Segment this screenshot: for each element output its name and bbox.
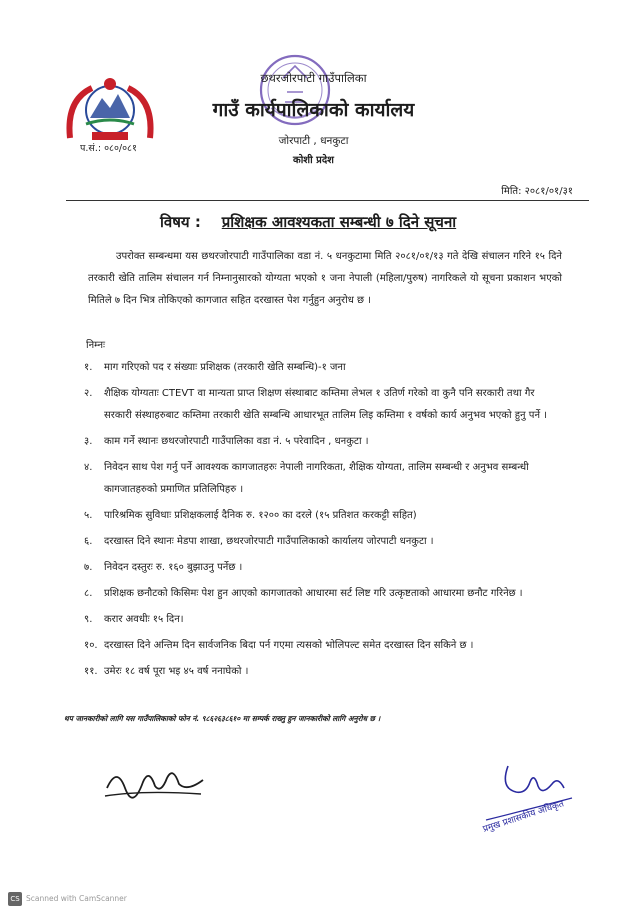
office-stamp-icon (257, 48, 333, 136)
item-number: ७. (84, 562, 93, 573)
header-divider (66, 200, 589, 201)
office-address: जोरपाटी , धनकुटा (278, 135, 349, 147)
signature-left-icon (103, 758, 207, 804)
list-item (84, 635, 560, 657)
camscanner-logo: CS (8, 892, 22, 906)
list-item (84, 531, 560, 553)
list-item (84, 383, 560, 427)
item-text: माग गरिएको पद र संख्याः प्रशिक्षक (तरकारी खेति सम्बन्धि)-१ जना (104, 362, 346, 373)
subject-label: विषय : (160, 213, 201, 231)
list-item (84, 661, 560, 683)
intro-paragraph: उपरोक्त सम्बन्धमा यस छथरजोरपाटी गाउँपालिका वडा नं. ५ धनकुटामा मिति २०८१/०१/१३ गते देखि संचालन गरिने १५ दिने तरकारी खेति तालिम संचालन गर्न निम्नानुसारको योग्यता भएको १ जना नेपाली (महिला/पुरुष) नागरिकले यो सूचना प्रकाशन भएको मितिले ७ दिन भित्र तोकिएको कागजात सहित दरखास्त पेश गर्नुहुन अनुरोध छ । (88, 251, 562, 306)
item-number: ५. (84, 510, 93, 521)
requirements-list (84, 357, 560, 687)
item-number: ६. (84, 536, 93, 547)
item-number: २. (84, 388, 93, 399)
list-item (84, 357, 560, 379)
province-name: कोशी प्रदेश (293, 155, 334, 166)
subject-line (160, 212, 456, 232)
subject-title: प्रशिक्षक आवश्यकता सम्बन्धी ७ दिने सूचना (221, 213, 457, 231)
item-text: निवेदन दस्तुरः रु. १६० बुझाउनु पर्नेछ । (104, 562, 243, 573)
terms-label: निम्नः (86, 340, 106, 351)
list-item (84, 505, 560, 527)
item-text: काम गर्ने स्थानः छथरजोरपाटी गाउँपालिका वडा नं. ५ परेवादिन , धनकुटा । (104, 436, 369, 447)
list-item (84, 431, 560, 453)
item-number: १. (84, 362, 93, 373)
municipality-name: छथरजोरपाटी गाउँपालिका (260, 71, 367, 85)
list-item (84, 583, 560, 605)
office-title: गाउँ कार्यपालिकाको कार्यालय (212, 99, 415, 121)
item-text: निवेदन साथ पेश गर्नु पर्ने आवश्यक कागजातहरुः नेपाली नागरिकता, शैक्षिक योग्यता, तालिम सम्बन्धी र अनुभव सम्बन्धी कागजातहरुको प्रमाणित प्रतिलिपिहरु । (104, 462, 529, 495)
reference-number: प.सं.: ०८०/०८१ (80, 143, 137, 154)
scanner-watermark: Scanned with CamScanner (26, 894, 127, 903)
item-text: शैक्षिक योग्यताः CTEVT वा मान्यता प्राप्त शिक्षण संस्थाबाट कम्तिमा लेभल १ उतिर्ण गरेको वा कुनै पनि सरकारी तथा गैर सरकारी संस्थाहरुबाट कम्तिमा तरकारी खेति सम्बन्धि आधारभूत तालिम लिइ कम्तिमा १ वर्षको कार्य अनुभव भएको हुनु पर्ने । (104, 388, 547, 421)
item-number: ३. (84, 436, 93, 447)
item-number: ४. (84, 462, 93, 473)
item-text: करार अवधीः १५ दिन। (104, 614, 184, 625)
item-number: ९. (84, 614, 93, 625)
list-item (84, 609, 560, 631)
item-text: उमेरः १८ वर्ष पूरा भइ ४५ वर्ष ननाघेको । (104, 666, 249, 677)
list-item (84, 557, 560, 579)
notice-date: मिति: २०८१/०१/३१ (501, 186, 573, 197)
item-text: दरखास्त दिने स्थानः मेडपा शाखा, छथरजोरपाटी गाउँपालिकाको कार्यालय जोरपाटी धनकुटा । (104, 536, 434, 547)
officer-title: प्रमुख प्रशासकीय अधिकृत (481, 799, 566, 835)
list-item (84, 457, 560, 501)
signature-right-icon (480, 758, 576, 838)
item-text: प्रशिक्षक छनौटको किसिमः पेश हुन आएको कागजातको आधारमा सर्ट लिष्ट गरि उत्कृष्टताको आधारमा छनौट गरिनेछ । (104, 588, 523, 599)
item-number: ११. (84, 666, 98, 677)
contact-note: थप जानकारीको लागि यस गाउँपालिकाको फोन नं. ९८६२६३८६१० मा सम्पर्क राख्नु हुन जानकारीको लागि अनुरोध छ । (64, 714, 381, 723)
item-number: १०. (84, 640, 98, 651)
item-number: ८. (84, 588, 93, 599)
item-text: पारिश्रमिक सुविधाः प्रशिक्षकलाई दैनिक रु. १२०० का दरले (१५ प्रतिशत करकट्टी सहित) (104, 510, 417, 521)
item-text: दरखास्त दिने अन्तिम दिन सार्वजनिक बिदा पर्न गएमा त्यसको भोलिपल्ट समेत दरखास्त दिन सकिने छ । (104, 640, 474, 651)
